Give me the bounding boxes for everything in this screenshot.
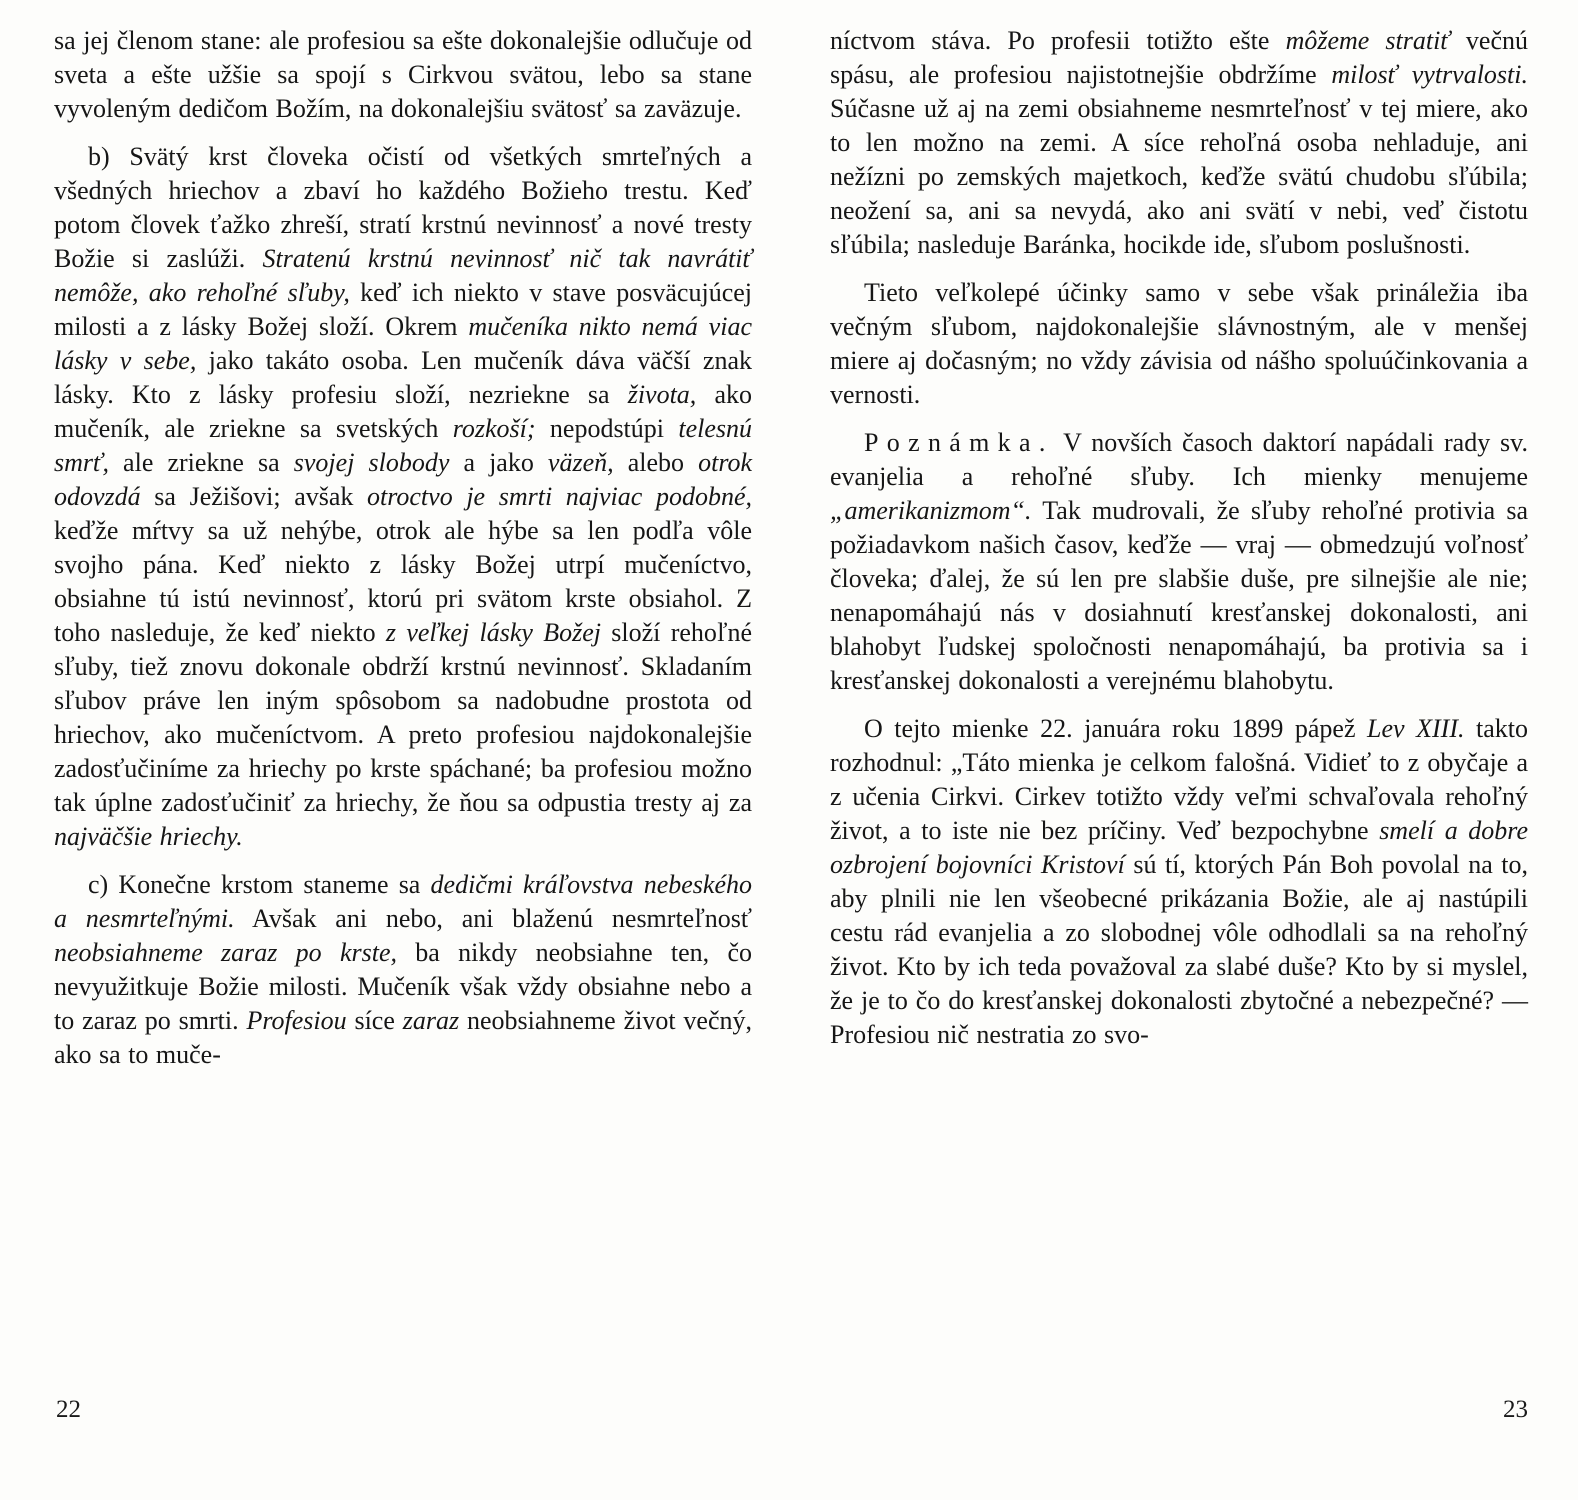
- text-segment: otrok odovzdá: [54, 448, 753, 511]
- paragraph: [54, 24, 752, 126]
- text-segment: keď ich niekto v stave posväcujúcej milosti a z lásky Božej složí. Okrem: [54, 278, 752, 341]
- text-segment: Stratenú krstnú nevinnosť nič tak navrátiť nemôže, ako rehoľné sľuby,: [54, 244, 752, 307]
- text-segment: O tejto mienke 22. januára roku 1899 pápež: [864, 714, 1368, 743]
- text-segment: Profesiou: [246, 1006, 347, 1035]
- text-segment: a jako: [449, 448, 548, 477]
- text-segment: ba nikdy neobsiahne ten, čo nevyužitkuje Božie milosti. Mučeník však vždy obsiahne nebo a to zaraz po smrti.: [54, 938, 752, 1035]
- paragraph: [830, 276, 1528, 412]
- text-segment: Lev XIII.: [1367, 714, 1465, 743]
- text-segment: večnú spásu, ale profesiou najistotnejšie obdržíme: [830, 26, 1528, 89]
- text-segment: ako mučeník, ale zriekne sa svetských: [54, 380, 752, 443]
- text-segment: b) Svätý krst človeka očistí od všetkých smrteľných a všedných hriechov a zbaví ho každého Božieho trestu. Keď potom človek ťažko zhreší, stratí krstnú nevinnosť a nové tresty Božie si zaslúži.: [54, 142, 752, 273]
- text-segment: jako takáto osoba. Len mučeník dáva väčší znak lásky. Kto z lásky profesiu složí, nezriekne sa: [54, 346, 752, 409]
- text-segment: Avšak ani nebo, ani blaženú nesmrteľnosť: [234, 904, 752, 933]
- text-segment: môžeme stratiť: [1285, 26, 1450, 55]
- page-number-left: 22: [56, 1396, 81, 1423]
- text-segment: najväčšie hriechy.: [54, 822, 243, 851]
- text-segment: složí rehoľné sľuby, tiež znovu dokonale obdrží krstnú nevinnosť. Skladaním sľubov práve len iným spôsobom sa nadobudne prostota od hriechov, ako mučeníctvom. A preto profesiou najdokonalejšie zadosťučiníme za hriechy po krste spáchané; ba profesiou možno tak úplne zadosťučiniť za hriechy, že ňou sa odpustia tresty aj za: [54, 618, 753, 817]
- text-segment: síce: [346, 1006, 403, 1035]
- text-segment: života,: [627, 380, 697, 409]
- text-segment: svojej slobody: [293, 448, 450, 477]
- page-number-right: 23: [1503, 1396, 1528, 1423]
- text-segment: milosť vytrvalosti.: [1331, 60, 1528, 89]
- paragraph: [54, 140, 752, 854]
- text-segment: z veľkej lásky Božej: [385, 618, 601, 647]
- paragraph: [830, 24, 1528, 262]
- text-segment: Tieto veľkolepé účinky samo v sebe však prináležia iba večným sľubom, najdokonalejšie slávnostným, ale v menšej miere aj dočasným; no vždy závisia od nášho spoluúčinkovania a vernosti.: [830, 278, 1528, 409]
- text-segment: keďže mŕtvy sa už nehýbe, otrok ale hýbe sa len podľa vôle svojho pána. Keď niekto z lásky Božej utrpí mučeníctvo, obsiahne tú istú nevinnosť, ktorú pri svätom krste obsiahol. Z toho nasleduje, že keď niekto: [54, 516, 752, 647]
- text-segment: smelí a dobre ozbrojení bojovníci Kristoví: [830, 816, 1529, 879]
- text-segment: mučeníka nikto nemá viac lásky v sebe,: [54, 312, 752, 375]
- text-segment: „amerikanizmom“.: [830, 496, 1032, 525]
- paragraph: [54, 868, 752, 1072]
- text-segment: takto rozhodnul: „Táto mienka je celkom falošná. Vidieť to z obyčaje a z učenia Cirkvi. Cirkev totižto vždy veľmi schvaľovala rehoľný život, a to iste nie bez príčiny. Veď bezpochybne: [830, 714, 1529, 845]
- text-segment: rozkoší;: [452, 414, 536, 443]
- text-segment: otroctvo je smrti najviac podobné,: [367, 482, 752, 511]
- text-segment: níctvom stáva. Po profesii totižto ešte: [830, 26, 1286, 55]
- text-segment: V novších časoch daktorí napádali rady sv. evanjelia a rehoľné sľuby. Ich mienky menujeme: [830, 428, 1528, 491]
- text-segment: sú tí, ktorých Pán Boh povolal na to, aby plnili nie len všeobecné prikázania Božie, ale aj nastúpili cestu rád evanjelia a zo slobodnej vôle odhodlali sa na rehoľný život. Kto by ich teda považoval za slabé duše? Kto by si myslel, že je to čo do kresťanskej dokonalosti zbytočné a nebezpečné? — Profesiou nič nestratia zo svo-: [830, 850, 1528, 1049]
- text-segment: neobsiahneme zaraz po krste,: [54, 938, 398, 967]
- text-segment: c) Konečne krstom staneme sa: [88, 870, 431, 899]
- text-segment: alebo: [613, 448, 699, 477]
- text-segment: sa jej členom stane: ale profesiou sa ešte dokonalejšie odlučuje od sveta a ešte užšie sa spojí s Cirkvou svätou, lebo sa stane vyvoleným dedičom Božím, na dokonalejšiu svätosť sa zaväzuje.: [54, 26, 752, 123]
- text-segment: Súčasne už aj na zemi obsiahneme nesmrteľnosť v tej miere, ako to len možno na zemi. A síce rehoľná osoba nehladuje, ani nežízni po zemských majetkoch, keďže svätú chudobu sľúbila; neožení sa, ani sa nevydá, ako ani svätí v nebi, veď čistotu sľúbila; nasleduje Baránka, hocikde ide, sľubom poslušnosti.: [830, 94, 1528, 259]
- text-segment: Tak mudrovali, že sľuby rehoľné protivia sa požiadavkom našich časov, keďže — vraj — obmedzujú voľnosť človeka; ďalej, že sú len pre slabšie duše, pre silnejšie ale nie; nenapomáhajú nás v dosiahnutí kresťanskej dokonalosti, ani blahobyt ľudskej spoločnosti nenapomáhajú, ba protivia sa i kresťanskej dokonalosti a verejnému blahobytu.: [830, 496, 1528, 695]
- text-segment: nepodstúpi: [535, 414, 679, 443]
- paragraph: [830, 712, 1528, 1052]
- page-23-text: [830, 24, 1528, 1052]
- page-22-text: [54, 24, 752, 1072]
- page-23: [790, 0, 1578, 1500]
- text-segment: väzeň,: [547, 448, 614, 477]
- text-segment: dedičmi kráľovstva nebeského a nesmrteľnými.: [54, 870, 752, 933]
- text-segment: zaraz: [402, 1006, 460, 1035]
- text-segment: neobsiahneme život večný, ako sa to muče-: [54, 1006, 752, 1069]
- paragraph: [830, 426, 1528, 698]
- text-segment: sa Ježišovi; avšak: [140, 482, 368, 511]
- text-segment: Poznámka.: [864, 428, 1054, 457]
- text-segment: ale zriekne sa: [108, 448, 294, 477]
- text-segment: telesnú smrť,: [54, 414, 753, 477]
